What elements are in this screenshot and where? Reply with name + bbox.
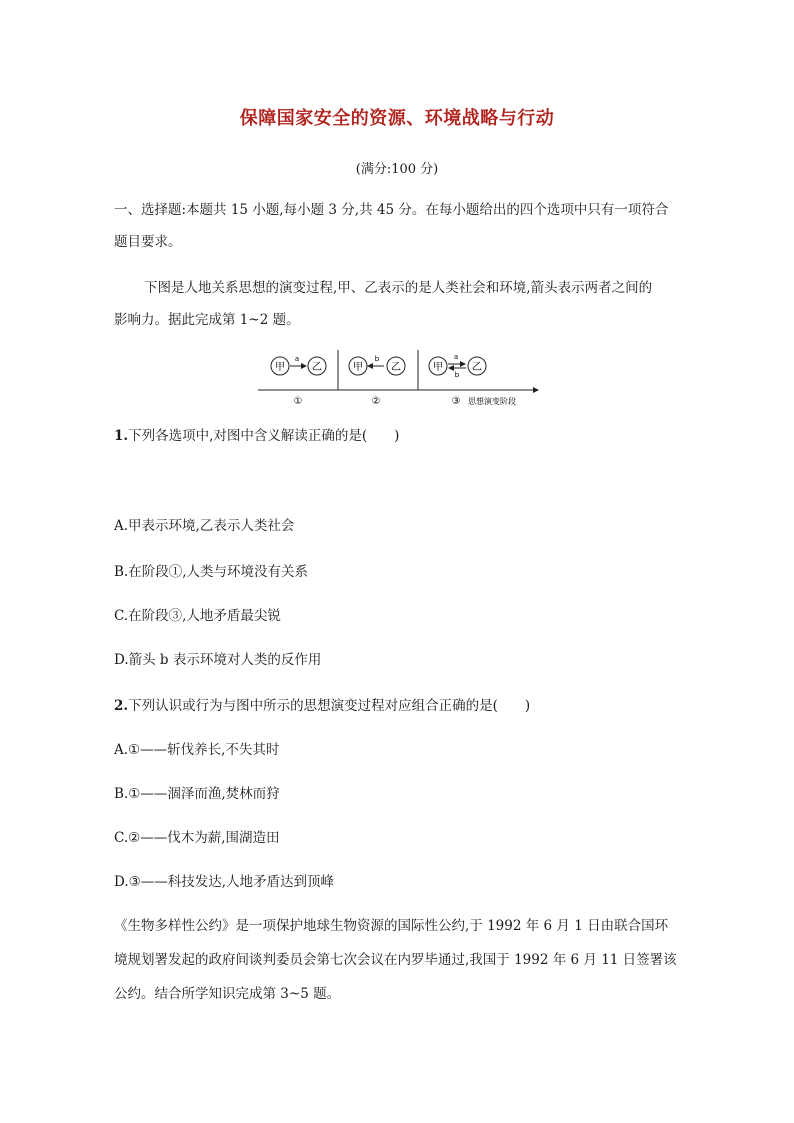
stage-label-1: ① [293, 396, 303, 407]
section-instruction-line2: 题目要求。 [114, 234, 182, 250]
stage3-arrow-b-label: b [454, 371, 460, 379]
q1-option-a: A.甲表示环境,乙表示人类社会 [114, 518, 295, 534]
q1-option-c: C.在阶段③,人地矛盾最尖锐 [114, 608, 281, 624]
stage3-label-jia: 甲 [433, 362, 443, 373]
question-2-number: 2. [114, 698, 129, 714]
question-2-stem: 下列认识或行为与图中所示的思想演变过程对应组合正确的是( ) [128, 698, 531, 714]
passage-line3: 公约。结合所学知识完成第 3~5 题。 [114, 986, 341, 1002]
stage1-label-jia: 甲 [275, 362, 285, 373]
passage-line1: 《生物多样性公约》是一项保护地球生物资源的国际性公约,于 1992 年 6 月 1 日由联合国环 [114, 918, 669, 934]
stage3-arrow-a-label: a [453, 353, 459, 361]
stage2-label-jia: 甲 [353, 362, 363, 373]
stage2-label-yi: 乙 [391, 362, 401, 373]
question-2 [114, 694, 530, 714]
question-1-number: 1. [114, 428, 129, 444]
question-1 [114, 424, 399, 444]
q2-option-c: C.②——伐木为薪,围湖造田 [114, 830, 280, 846]
intro-line1: 下图是人地关系思想的演变过程,甲、乙表示的是人类社会和环境,箭头表示两者之间的 [144, 280, 653, 296]
stage3-label-yi: 乙 [472, 362, 482, 373]
stage2-arrow-b-label: b [374, 355, 380, 363]
stage-label-3: ③ [451, 396, 461, 407]
question-1-stem: 下列各选项中,对图中含义解读正确的是( ) [128, 428, 400, 444]
axis-label: 思想演变阶段 [468, 397, 516, 406]
evolution-diagram [256, 346, 540, 410]
stage1-label-yi: 乙 [312, 362, 322, 373]
stage1-arrow-a-label: a [294, 355, 300, 363]
page-title: 保障国家安全的资源、环境战略与行动 [239, 108, 555, 129]
q2-option-a: A.①——斩伐养长,不失其时 [114, 742, 280, 758]
intro-line2: 影响力。据此完成第 1~2 题。 [114, 312, 300, 328]
q1-option-d: D.箭头 b 表示环境对人类的反作用 [114, 652, 322, 668]
q1-option-b: B.在阶段①,人类与环境没有关系 [114, 564, 309, 580]
passage-line2: 境规划署发起的政府间谈判委员会第七次会议在内罗毕通过,我国于 1992 年 6 月 11 日签署该 [114, 952, 677, 968]
q2-option-d: D.③——科技发达,人地矛盾达到顶峰 [114, 874, 335, 890]
score-note: (满分:100 分) [355, 162, 439, 177]
stage-label-2: ② [371, 396, 381, 407]
q2-option-b: B.①——涸泽而渔,焚林而狩 [114, 786, 280, 802]
section-instruction-line1: 一、选择题:本题共 15 小题,每小题 3 分,共 45 分。在每小题给出的四个选项中只有一项符合 [114, 202, 669, 218]
